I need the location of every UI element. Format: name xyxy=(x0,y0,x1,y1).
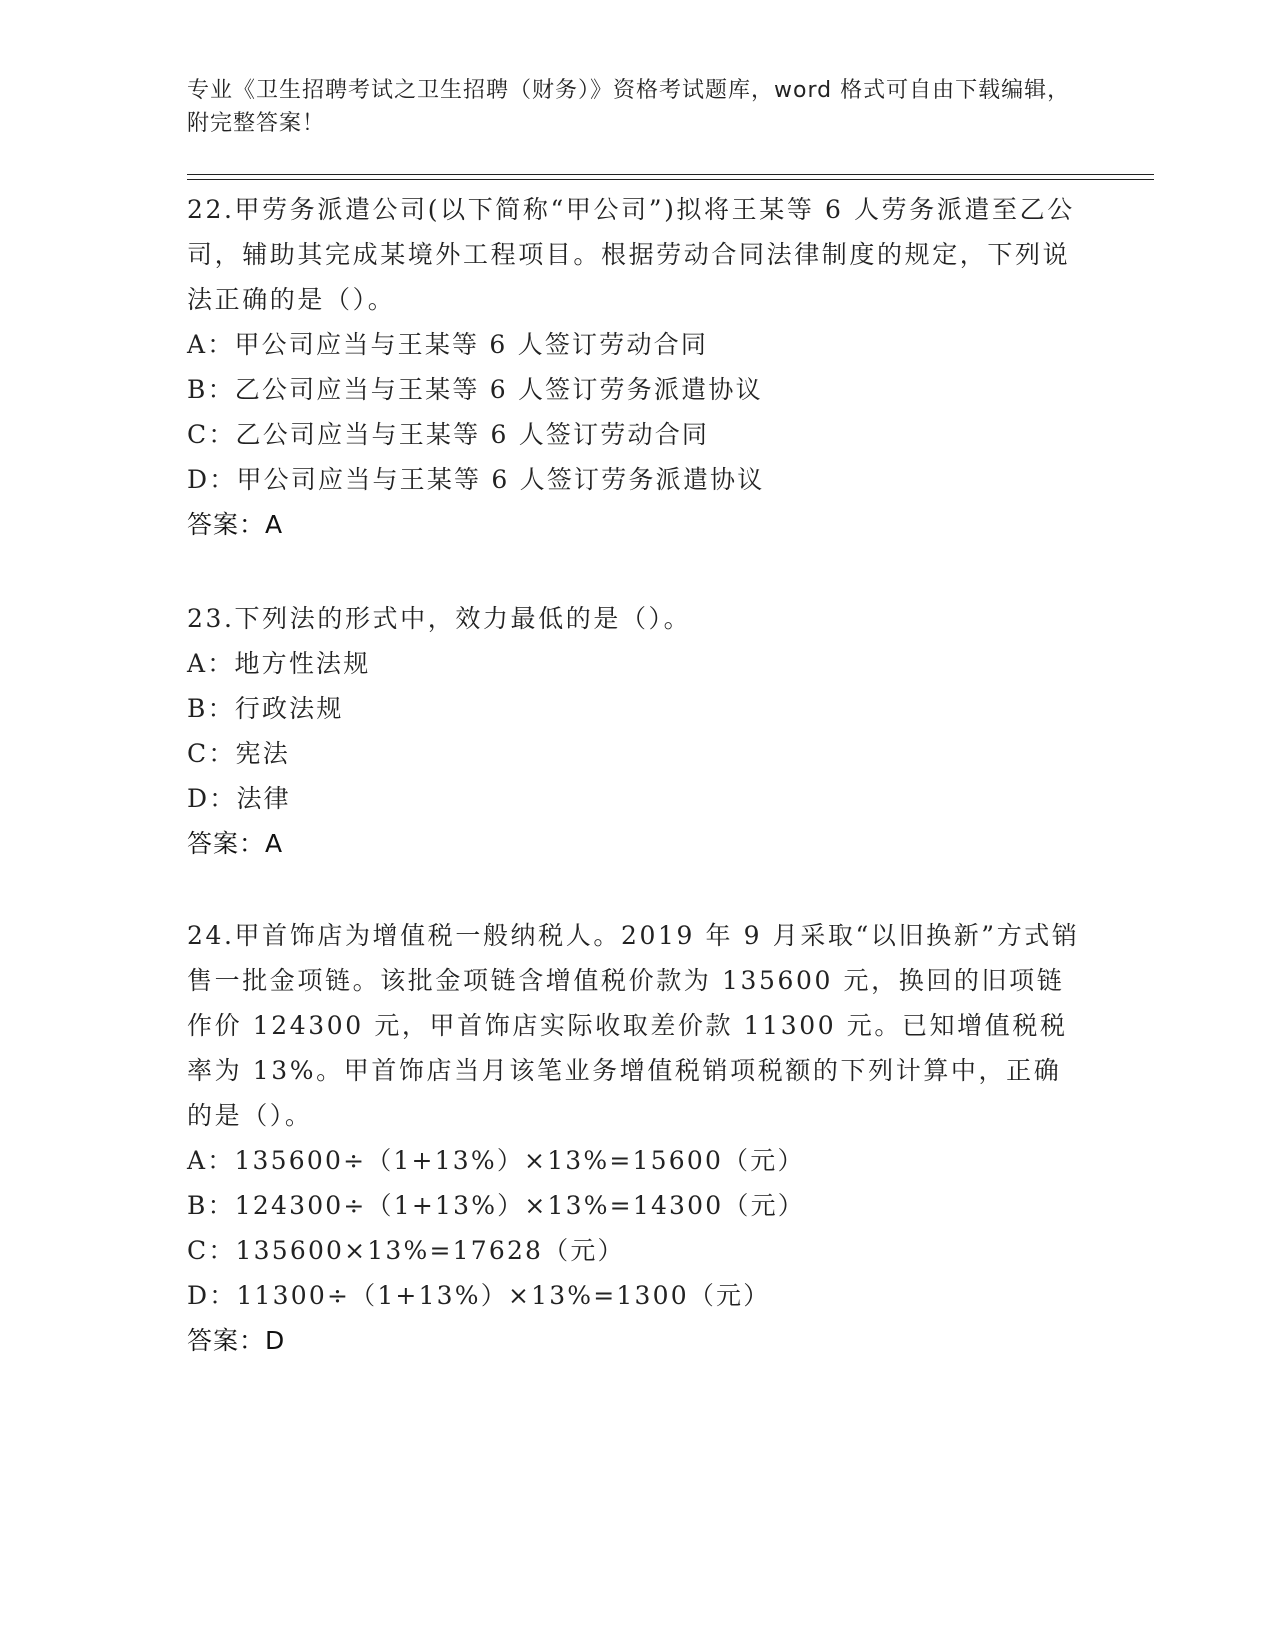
option-d: D：11300÷（1+13%）×13%=1300（元） xyxy=(187,1281,771,1310)
question-23 xyxy=(187,596,1087,866)
option-a: A：135600÷（1+13%）×13%=15600（元） xyxy=(187,1146,805,1175)
answer-line: 答案：D xyxy=(187,1326,286,1355)
option-b: B：乙公司应当与王某等 6 人签订劳务派遣协议 xyxy=(187,375,763,404)
document-header: 专业《卫生招聘考试之卫生招聘（财务）》资格考试题库，word 格式可自由下载编辑，附完整答案！ xyxy=(187,78,1071,136)
option-a: A：甲公司应当与王某等 6 人签订劳动合同 xyxy=(187,330,709,359)
option-d: D：甲公司应当与王某等 6 人签订劳务派遣协议 xyxy=(187,465,765,494)
header-divider-bottom xyxy=(187,179,1154,180)
option-a: A：地方性法规 xyxy=(187,649,371,678)
answer-line: 答案：A xyxy=(187,510,284,539)
question-24 xyxy=(187,913,1087,1363)
question-22 xyxy=(187,187,1087,547)
option-b: B：124300÷（1+13%）×13%=14300（元） xyxy=(187,1191,805,1220)
option-c: C：135600×13%=17628（元） xyxy=(187,1236,625,1265)
option-c: C：乙公司应当与王某等 6 人签订劳动合同 xyxy=(187,420,710,449)
question-stem: 22.甲劳务派遣公司(以下简称“甲公司”)拟将王某等 6 人劳务派遣至乙公司，辅助其完成某境外工程项目。根据劳动合同法律制度的规定，下列说法正确的是（）。 xyxy=(187,195,1075,314)
answer-line: 答案：A xyxy=(187,829,284,858)
question-stem: 24.甲首饰店为增值税一般纳税人。2019 年 9 月采取“以旧换新”方式销售一批金项链。该批金项链含增值税价款为 135600 元，换回的旧项链作价 124300 元，甲首饰店实际收取差价款 11300 元。已知增值税税率为 13%。甲首饰店当月该笔业务增值税销项税额的下列计算中，正确的是（）。 xyxy=(187,921,1080,1130)
option-c: C：宪法 xyxy=(187,739,290,768)
option-d: D：法律 xyxy=(187,784,291,813)
option-b: B：行政法规 xyxy=(187,694,344,723)
header-divider-top xyxy=(187,174,1154,175)
question-stem: 23.下列法的形式中，效力最低的是（）。 xyxy=(187,604,692,633)
